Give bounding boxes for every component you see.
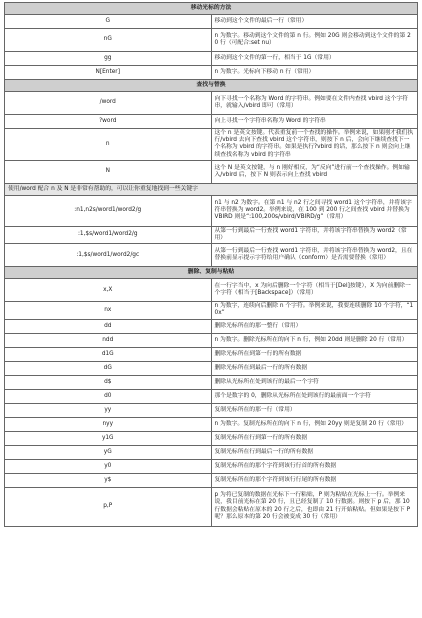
table-row xyxy=(5,459,418,473)
section-title: 删除、复制与粘贴 xyxy=(5,267,418,279)
table-row xyxy=(5,403,418,417)
table-row xyxy=(5,333,418,347)
command-description: n 为数字。复制光标所在的向下 n 行，例如 20yy 则是复制 20 行（常用） xyxy=(211,417,418,431)
table-row xyxy=(5,431,418,445)
command-description: 复制光标所在的那个字符到该行行尾的所有数据 xyxy=(211,473,418,487)
command-description: 从第一行到最后一行查找 word1 字符串，并将该字符串替换为 word2（常用） xyxy=(211,226,418,243)
section-header-row xyxy=(5,3,418,15)
command-key: yG xyxy=(5,445,212,459)
note-text: 使用/word 配合 n 及 N 是非常有帮助的，可以让你重复地找到一些关键字 xyxy=(5,183,418,195)
command-key: G xyxy=(5,15,212,29)
command-description: 复制光标所在的那一行（常用） xyxy=(211,403,418,417)
command-key: gg xyxy=(5,52,212,66)
command-key: y1G xyxy=(5,431,212,445)
table-body xyxy=(5,3,418,527)
command-key: yy xyxy=(5,403,212,417)
command-description: p 为将已复制的数据在光标下一行粘贴，P 则为粘贴在光标上一行。举例来说，我目前光标在第 20 行，且已经复制了 10 行数据。则按下 p 后，那 10 行数据会粘贴在原本的 20 行之后，也即由 21 行开始粘贴。但如果是按下 P 呢？那么原本的第 20 行会被变成 30 行（常用） xyxy=(211,487,418,526)
command-description: n 为数字。光标向下移动 n 行（常用） xyxy=(211,66,418,80)
section-header-row xyxy=(5,80,418,92)
table-row xyxy=(5,160,418,183)
command-key: n xyxy=(5,129,212,161)
table-row xyxy=(5,375,418,389)
command-description: 复制光标所在行到第一行的所有数据 xyxy=(211,431,418,445)
command-key: :1,$s/word1/word2/g xyxy=(5,226,212,243)
section-header-row xyxy=(5,267,418,279)
table-row xyxy=(5,302,418,319)
command-description: 删除光标所在到第一行的所有数据 xyxy=(211,347,418,361)
table-row xyxy=(5,279,418,302)
table-row xyxy=(5,389,418,403)
note-row xyxy=(5,183,418,195)
command-key: N xyxy=(5,160,212,183)
command-description: 删除光标所在到最后一行的所有数据 xyxy=(211,361,418,375)
table-row xyxy=(5,226,418,243)
table-row xyxy=(5,361,418,375)
table-row xyxy=(5,244,418,267)
table-row xyxy=(5,417,418,431)
vi-command-reference-table xyxy=(4,2,418,527)
table-row xyxy=(5,92,418,115)
command-description: 移动到这个文件的第一行，相当于 1G（常用） xyxy=(211,52,418,66)
command-description: 复制光标所在行到最后一行的所有数据 xyxy=(211,445,418,459)
table-row xyxy=(5,445,418,459)
command-table xyxy=(4,2,418,527)
command-description: 删除光标所在的那一整行（常用） xyxy=(211,319,418,333)
table-row xyxy=(5,487,418,526)
command-key: nG xyxy=(5,29,212,52)
command-key: d$ xyxy=(5,375,212,389)
table-row xyxy=(5,66,418,80)
command-description: 删除从光标所在处到该行的最后一个字符 xyxy=(211,375,418,389)
table-row xyxy=(5,473,418,487)
command-key: N[Enter] xyxy=(5,66,212,80)
command-key: d0 xyxy=(5,389,212,403)
command-description: 那个是数字的 0，删除从光标所在处到该行的最前面一个字符 xyxy=(211,389,418,403)
command-description: n1 与 n2 为数字。在第 n1 与 n2 行之间寻找 word1 这个字符串，并将该字符串替换为 word2。举例来说，在 100 到 200 行之间查找 vbird 并替换为 VBIRD 则是“:100,200s/vbird/VBIRD/g”（常用） xyxy=(211,195,418,226)
command-key: y$ xyxy=(5,473,212,487)
command-description: 向上寻找一个字符串名称为 Word 的字符串 xyxy=(211,115,418,129)
command-key: y0 xyxy=(5,459,212,473)
command-description: n 为数字。删除光标所在的向下 n 行，例如 20dd 则是删除 20 行（常用） xyxy=(211,333,418,347)
table-row xyxy=(5,29,418,52)
table-row xyxy=(5,115,418,129)
command-key: ?word xyxy=(5,115,212,129)
section-title: 移动光标的方法 xyxy=(5,3,418,15)
command-description: 向下寻找一个名称为 Word 的字符串。例如要在文件内查找 vbird 这个字符串，就输入/vbird 即可（常用） xyxy=(211,92,418,115)
command-description: 这个 n 是英文按键。代表重复前一个查找的操作。举例来说，如果刚才我们执行/vbird 去向下查找 vbird 这个字符串，则按下 n 后，会向下继续查找下一个名称为 vbird 的字符串。如果是执行?vbird 的话，那么按下 n 则会向上继续查找名称为 vbird 的字符串 xyxy=(211,129,418,161)
command-key: :1,$s/word1/word2/gc xyxy=(5,244,212,267)
command-description: 这个 N 是英文按键，与 n 刚好相反，为“反向”进行前一个查找操作。例如输入/vbird 后，按下 N 则表示向上查找 vbird xyxy=(211,160,418,183)
command-key: dG xyxy=(5,361,212,375)
table-row xyxy=(5,347,418,361)
command-description: 从第一行到最后一行查找 word1 字符串，并将该字符串替换为 word2，且在替换前显示提示字符给用户确认（conform）是否需要替换（常用） xyxy=(211,244,418,267)
command-key: ndd xyxy=(5,333,212,347)
command-description: n 为数字，连续向后删除 n 个字符。举例来说，我要连续删除 10 个字符，“10x” xyxy=(211,302,418,319)
command-key: nyy xyxy=(5,417,212,431)
table-row xyxy=(5,129,418,161)
command-description: 移动到这个文件的最后一行（常用） xyxy=(211,15,418,29)
section-title: 查找与替换 xyxy=(5,80,418,92)
command-key: /word xyxy=(5,92,212,115)
command-description: n 为数字。移动到这个文件的第 n 行。例如 20G 则会移动到这个文件的第 20 行（可配合:set nu） xyxy=(211,29,418,52)
command-key: :n1,n2s/word1/word2/g xyxy=(5,195,212,226)
command-key: nx xyxy=(5,302,212,319)
command-description: 在一行字当中，x 为向后删除一个字符（相当于[Del]按键），X 为向前删除一个字符（相当于[Backspace]）（常用） xyxy=(211,279,418,302)
command-key: d1G xyxy=(5,347,212,361)
table-row xyxy=(5,15,418,29)
command-key: p,P xyxy=(5,487,212,526)
table-row xyxy=(5,319,418,333)
command-key: x,X xyxy=(5,279,212,302)
table-row xyxy=(5,195,418,226)
command-key: dd xyxy=(5,319,212,333)
table-row xyxy=(5,52,418,66)
command-description: 复制光标所在的那个字符到该行行首的所有数据 xyxy=(211,459,418,473)
